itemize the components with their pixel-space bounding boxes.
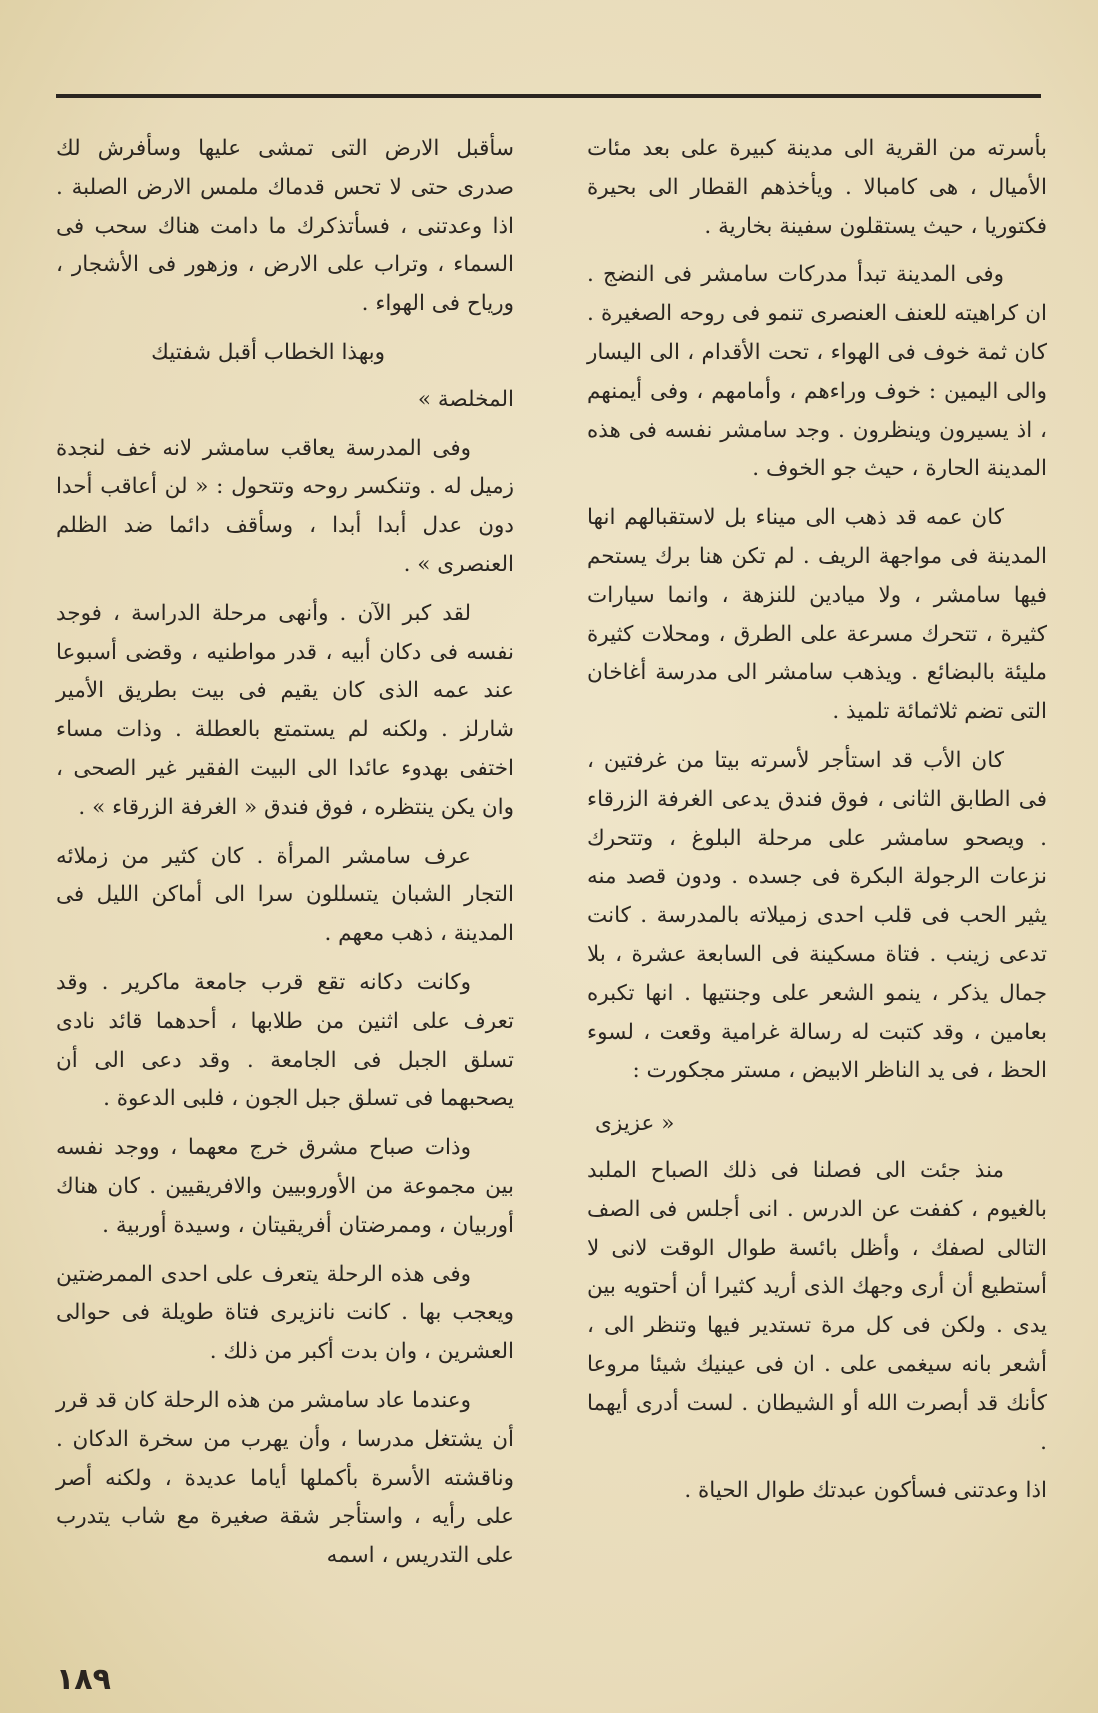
paragraph: وفى هذه الرحلة يتعرف على احدى الممرضتين ويعجب بها . كانت نانزيرى فتاة طويلة فى حوالى العشرين ، وان بدت أكبر من ذلك . (56, 1261, 514, 1365)
page-number: ١٨٩ (56, 1662, 111, 1697)
paragraph: عرف سامشر المرأة . كان كثير من زملائه التجار الشبان يتسللون سرا الى أماكن الليل فى المدينة ، ذهب معهم . (56, 843, 514, 947)
paragraph: كان الأب قد استأجر لأسرته بيتا من غرفتين ، فى الطابق الثانى ، فوق فندق يدعى الغرفة الزرقاء . ويصحو سامشر على مرحلة البلوغ ، وتتحرك نزعات الرجولة البكرة فى جسده . ودون قصد منه يثير الحب فى قلب احدى زميلاته بالمدرسة . كانت تدعى زينب . فتاة مسكينة فى السابعة عشرة ، بلا جمال يذكر ، ينمو الشعر على وجنتيها . انها تكبره بعامين ، وقد كتبت له رسالة غرامية وقعت ، لسوء الحظ ، فى يد الناظر الابيض ، مستر مجكورت : (587, 747, 1047, 1084)
letter-closing: وبهذا الخطاب أقبل شفتيك (151, 339, 385, 365)
letter-paragraph: اذا وعدتنى فسأكون عبدتك طوال الحياة . (684, 1478, 1047, 1504)
top-rule (56, 94, 1041, 98)
paragraph: وفى المدينة تبدأ مدركات سامشر فى النضج . ان كراهيته للعنف العنصرى تنمو فى روحه الصغيرة . كان ثمة خوف فى الهواء ، تحت الأقدام ، الى اليسار والى اليمين : خوف وراءهم ، وأمامهم ، وفى أيمنهم ، اذ يسيرون وينظرون . وجد سامشر نفسه فى هذه المدينة الحارة ، حيث جو الخوف . (587, 262, 1047, 482)
paragraph: وعندما عاد سامشر من هذه الرحلة كان قد قرر أن يشتغل مدرسا ، وأن يهرب من سخرة الدكان . وناقشته الأسرة بأكملها أياما عديدة ، ولكنه أصر على رأيه ، واستأجر شقة صغيرة مع شاب يتدرب على التدريس ، اسمه (56, 1387, 514, 1569)
right-column (587, 130, 1047, 1521)
paragraph: وكانت دكانه تقع قرب جامعة ماكرير . وقد تعرف على اثنين من طلابها ، أحدهما قائد نادى تسلق الجبل فى الجامعة . وقد دعى الى أن يصحبهما فى تسلق جبل الجون ، فلبى الدعوة . (56, 969, 514, 1112)
letter-salutation: « عزيزى (595, 1111, 675, 1137)
letter-signature: المخلصة » (417, 386, 514, 412)
paragraph: بأسرته من القرية الى مدينة كبيرة على بعد مئات الأميال ، هى كامبالا . ويأخذهم القطار الى بحيرة فكتوريا ، حيث يستقلون سفينة بخارية . (587, 136, 1047, 239)
paragraph: لقد كبر الآن . وأنهى مرحلة الدراسة ، فوجد نفسه فى دكان أبيه ، قدر مواطنيه ، وقضى أسبوعا عند عمه الذى كان يقيم فى بيت بطريق الأمير شارلز . ولكنه لم يستمتع بالعطلة . وذات مساء اختفى بهدوء عائدا الى البيت الفقير غير الصحى ، وان يكن ينتظره ، فوق فندق « الغرفة الزرقاء » . (56, 600, 514, 820)
paragraph: كان عمه قد ذهب الى ميناء بل لاستقبالهم انها المدينة فى مواجهة الريف . لم تكن هنا برك يستحم فيها سامشر ، ولا ميادين للنزهة ، وانما سيارات كثيرة ، تتحرك مسرعة على الطرق ، ومحلات كثيرة مليئة بالبضائع . ويذهب سامشر الى مدرسة أغاخان التى تضم ثلاثمائة تلميذ . (587, 505, 1047, 725)
letter-paragraph: منذ جئت الى فصلنا فى ذلك الصباح الملبد بالغيوم ، كففت عن الدرس . انى أجلس فى الصف التالى لصفك ، وأظل بائسة طوال الوقت لانى لا أستطيع أن أرى وجهك الذى أريد كثيرا أن أحتويه بين يدى . ولكن فى كل مرة تستدير فيها وتنظر الى ، أشعر بانه سيغمى على . ان فى عينيك شيئا مروعا كأنك قد أبصرت الله أو الشيطان . لست أدرى أيهما . (587, 1157, 1047, 1455)
paragraph: وفى المدرسة يعاقب سامشر لانه خف لنجدة زميل له . وتنكسر روحه وتتحول : « لن أعاقب أحدا دون عدل أبدا أبدا ، وسأقف دائما ضد الظلم العنصرى » . (56, 435, 514, 577)
letter-paragraph: سأقبل الارض التى تمشى عليها وسأفرش لك صدرى حتى لا تحس قدماك ملمس الارض الصلبة . اذا وعدتنى ، فسأتذكرك ما دامت هناك سحب فى السماء ، وتراب على الارض ، وزهور فى الأشجار ، ورياح فى الهواء . (56, 136, 514, 317)
paragraph: وذات صباح مشرق خرج معهما ، ووجد نفسه بين مجموعة من الأوروبيين والافريقيين . كان هناك أوربيان ، وممرضتان أفريقيتان ، وسيدة أوربية . (56, 1135, 514, 1238)
left-column (56, 130, 514, 1586)
